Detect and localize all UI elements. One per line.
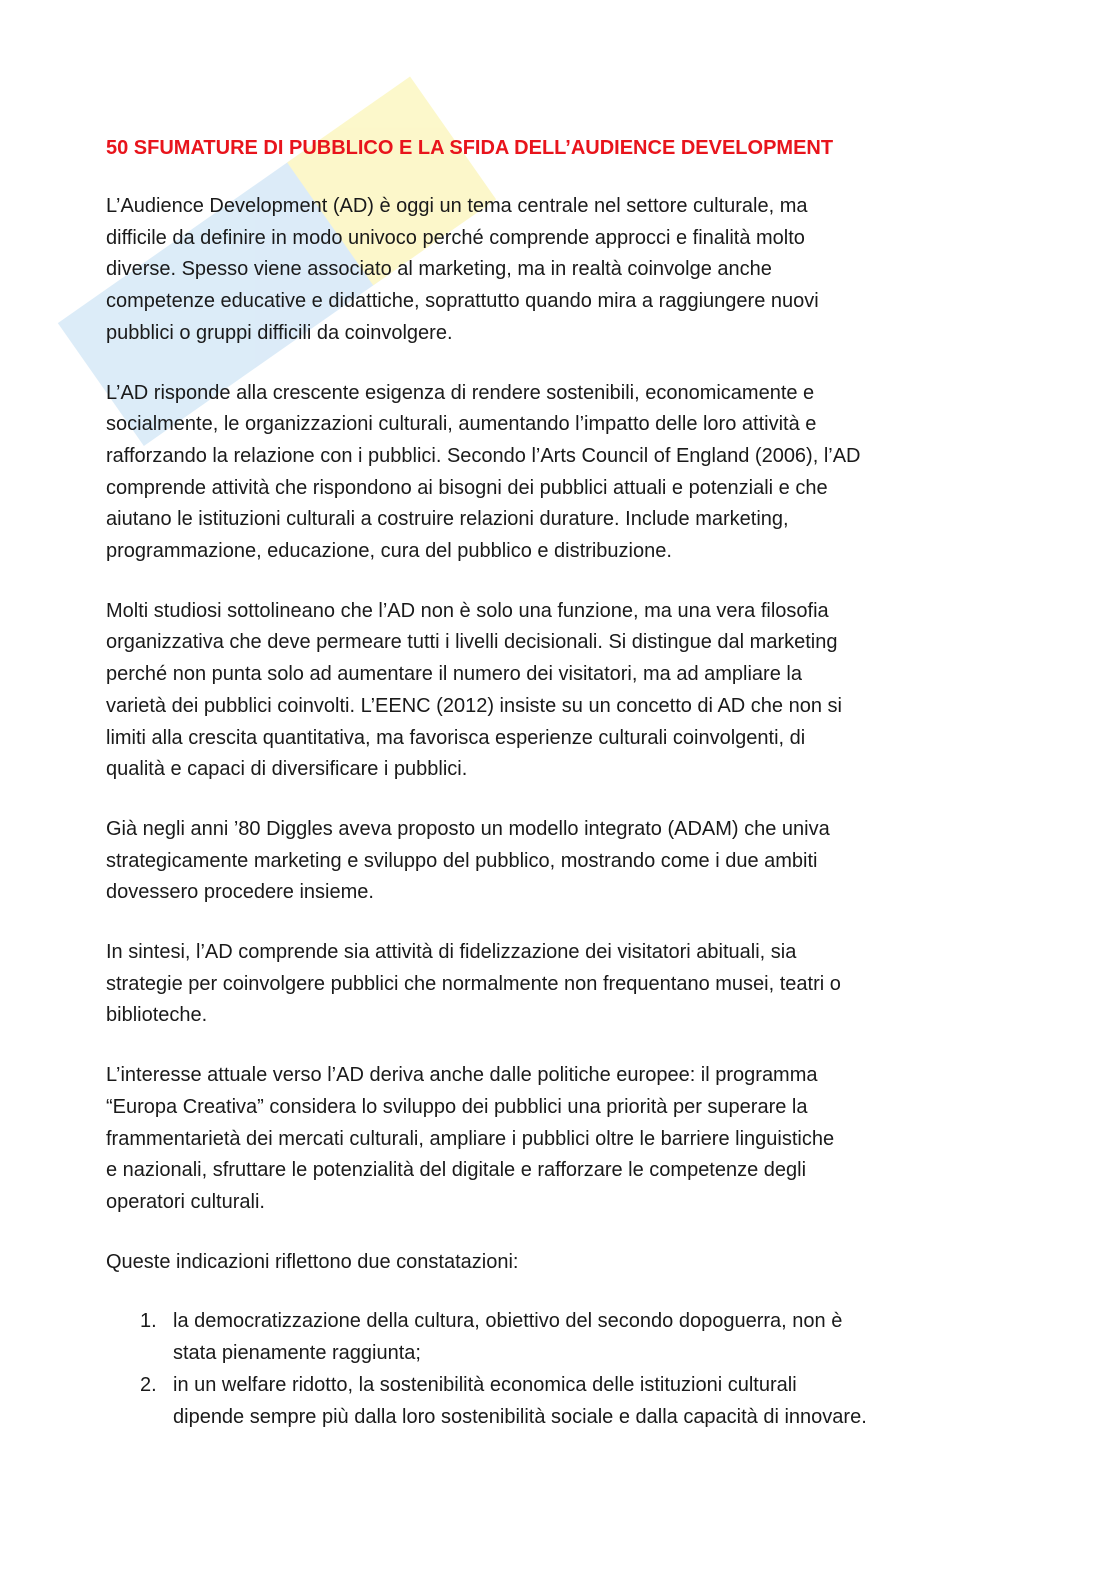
text-line: qualità e capaci di diversificare i pubblici. [106,758,468,781]
text-line: strategie per coinvolgere pubblici che normalmente non frequentano musei, teatri o [106,972,841,995]
paragraph [106,937,1066,1032]
text-line: dovessero procedere insieme. [106,881,374,904]
text-line: diverse. Spesso viene associato al marketing, ma in realtà coinvolge anche [106,258,772,281]
text-line: e nazionali, sfruttare le potenzialità del digitale e rafforzare le competenze degli [106,1159,807,1182]
text-line: perché non punta solo ad aumentare il numero dei visitatori, ma ad ampliare la [106,663,802,686]
list-number: 1. [140,1310,157,1333]
text-line: strategicamente marketing e sviluppo del pubblico, mostrando come i due ambiti [106,849,818,872]
text-line: In sintesi, l’AD comprende sia attività di fidelizzazione dei visitatori abituali, sia [106,941,797,964]
text-line: Queste indicazioni riflettono due constatazioni: [106,1250,519,1273]
list-item-text: la democratizzazione della cultura, obiettivo del secondo dopoguerra, non è [173,1310,843,1333]
text-line: Molti studiosi sottolineano che l’AD non è solo una funzione, ma una vera filosofia [106,599,829,622]
text-line: operatori culturali. [106,1190,265,1213]
text-line: competenze educative e didattiche, soprattutto quando mira a raggiungere nuovi [106,290,819,313]
list-item [106,1338,1066,1370]
list-item [106,1370,1066,1402]
text-line: L’Audience Development (AD) è oggi un tema centrale nel settore culturale, ma [106,195,808,217]
paragraph [106,378,1066,568]
text-line: L’interesse attuale verso l’AD deriva anche dalle politiche europee: il programma [106,1064,818,1087]
list-number: 2. [140,1373,157,1396]
text-line: “Europa Creativa” considera lo sviluppo dei pubblici una priorità per superare la [106,1095,808,1118]
list-item [106,1402,1066,1434]
list-item [106,1306,1066,1338]
text-line: pubblici o gruppi difficili da coinvolgere. [106,321,453,344]
text-line: organizzativa che deve permeare tutti i livelli decisionali. Si distingue dal marketing [106,631,838,654]
text-line: comprende attività che rispondono ai bisogni dei pubblici attuali e potenziali e che [106,476,828,499]
text-line: biblioteche. [106,1004,208,1027]
text-line: socialmente, le organizzazioni culturali, aumentando l’impatto delle loro attività e [106,413,817,436]
text-line: frammentarietà dei mercati culturali, ampliare i pubblici oltre le barriere linguistiche [106,1127,835,1150]
paragraph [106,814,1066,909]
document-body [106,133,1066,1433]
text-line: L’AD risponde alla crescente esigenza di rendere sostenibili, economicamente e [106,381,815,404]
list-item-text: in un welfare ridotto, la sostenibilità economica delle istituzioni culturali [173,1373,797,1396]
text-line: rafforzando la relazione con i pubblici. Secondo l’Arts Council of England (2006), l’AD [106,444,861,467]
text-line: varietà dei pubblici coinvolti. L’EENC (2012) insiste su un concetto di AD che non si [106,694,842,717]
paragraph [106,1060,1066,1219]
list-item-text: dipende sempre più dalla loro sostenibilità sociale e dalla capacità di innovare. [173,1405,867,1428]
document-title: 50 SFUMATURE DI PUBBLICO E LA SFIDA DELL’AUDIENCE DEVELOPMENT [106,137,834,159]
numbered-list [106,1306,1066,1433]
text-line: limiti alla crescita quantitativa, ma favorisca esperienze culturali coinvolgenti, di [106,726,806,749]
paragraph [106,596,1066,786]
text-line: aiutano le istituzioni culturali a costruire relazioni durature. Include marketing, [106,508,789,531]
paragraph [106,1247,1066,1279]
text-line: difficile da definire in modo univoco perché comprende approcci e finalità molto [106,226,805,249]
text-line: programmazione, educazione, cura del pubblico e distribuzione. [106,540,672,563]
text-line: Già negli anni ’80 Diggles aveva proposto un modello integrato (ADAM) che univa [106,817,830,840]
list-item-text: stata pienamente raggiunta; [173,1342,421,1365]
paragraph [106,191,1066,350]
